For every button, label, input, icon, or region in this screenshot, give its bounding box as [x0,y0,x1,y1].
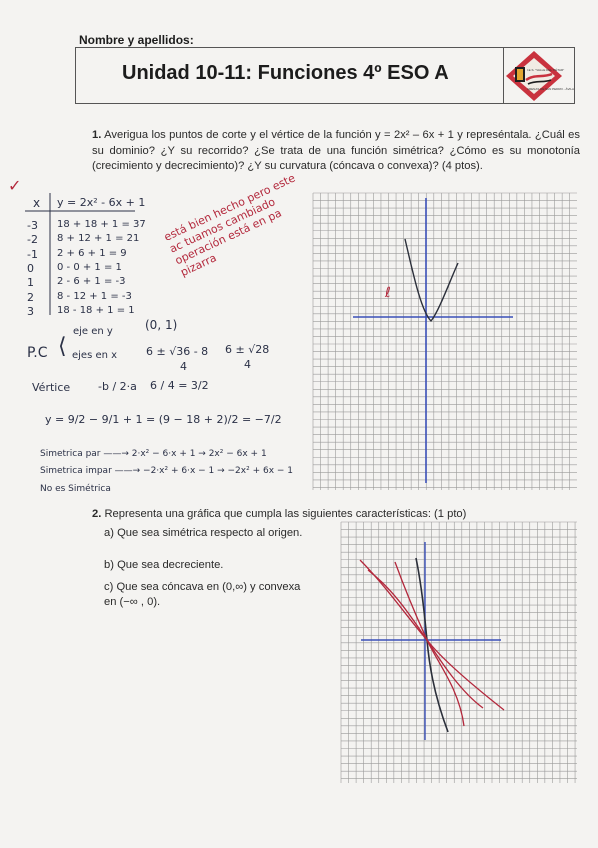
table-y-cell: 2 - 6 + 1 = -3 [57,276,126,288]
question-1-text: Averigua los puntos de corte y el vértice de la función y = 2x² – 6x + 1 y represéntala. ¿Cuál es su dominio? ¿Y su recorrido? ¿Se trata de una función simétrica? ¿Cómo es su monotonía (crecimiento y decrecimiento)? ¿Y su curvatura (cóncava o convexa)? (4 ptos). [92,129,580,173]
question-2 [92,507,492,523]
checkmark-icon: ✓ [8,176,22,195]
question-1 [92,128,580,175]
logo-text-top: I.E.S. "VALLE DEL TIÉTAR" [527,68,565,72]
question-2-number: 2. [92,508,102,520]
question-1-number: 1. [92,129,102,141]
table-x-cell: 2 [27,290,34,304]
brace-icon: ⟨ [58,334,67,359]
eje-x-formula: 6 ± √36 - 8 [146,345,209,358]
table-x-cell: -2 [27,233,38,247]
table-y-cell: 0 - 0 + 1 = 1 [57,261,122,273]
no-sym: No es Simétrica [40,484,111,494]
logo-text-bottom: ARENAS DE SAN PEDRO - ÁVILA [527,87,575,91]
vertice-label: Vértice [32,381,71,394]
table-y-cell: 2 + 6 + 1 = 9 [57,247,127,259]
eje-y-label: eje en y [73,326,113,337]
parabola-curve [405,239,458,321]
page-title: Unidad 10-11: Funciones 4º ESO A [122,62,449,84]
table-y-cell: 8 + 12 + 1 = 21 [57,233,140,245]
vertice-formula: -b / 2·a [98,380,137,393]
table-y-cell: 18 - 18 + 1 = 1 [57,304,135,316]
teacher-red-note: está bien hecho pero este ac tuamos cambiado operación está en pa pizarra [162,171,298,280]
name-label: Nombre y apellidos: [79,33,194,47]
graph-curve-black [416,558,448,732]
question-2-item-b: b) Que sea decreciente. [104,559,224,571]
table-header-x: x [33,196,41,210]
table-y-cell: 18 + 18 + 1 = 37 [57,219,146,230]
sym-par: Simetrica par ——→ 2·x² − 6·x + 1 → 2x² − 6x + 1 [40,449,267,459]
eje-x-result-den: 4 [244,358,251,371]
red-mark: ℓ [385,285,391,301]
y-vertex-equation: y = 9/2 − 9/1 + 1 = (9 − 18 + 2)/2 = −7/2 [45,413,282,426]
table-x-cell: 1 [27,276,34,290]
vertice-value: 6 / 4 = 3/2 [150,379,209,392]
question-2-item-c: c) Que sea cóncava en (0,∞) y convexa en (−∞ , 0). [104,581,301,608]
question-2-item-a: a) Que sea simétrica respecto al origen. [104,527,303,539]
graph-grid-2 [341,522,578,784]
table-x-cell: 3 [27,304,34,318]
table-x-cell: -3 [27,219,38,232]
graph-grid-1 [313,193,578,491]
eje-y-result: (0, 1) [145,318,178,332]
eje-x-label: ejes en x [72,350,118,361]
sym-impar: Simetrica impar ——→ −2·x² + 6·x − 1 → −2x² + 6x − 1 [40,466,294,476]
table-header-y: y = 2x² - 6x + 1 [57,196,146,209]
eje-x-den: 4 [180,360,187,373]
school-logo-icon [504,50,575,102]
question-2-text: Representa una gráfica que cumpla las siguientes características: (1 pto) [104,508,467,520]
table-y-cell: 8 - 12 + 1 = -3 [57,290,132,302]
table-x-cell: -1 [27,247,38,261]
table-x-cell: 0 [27,261,34,275]
pc-label: P.C [27,345,48,361]
title-box [75,47,575,104]
eje-x-result: 6 ± √28 [225,343,270,356]
graph-curve-red-3 [395,562,464,726]
